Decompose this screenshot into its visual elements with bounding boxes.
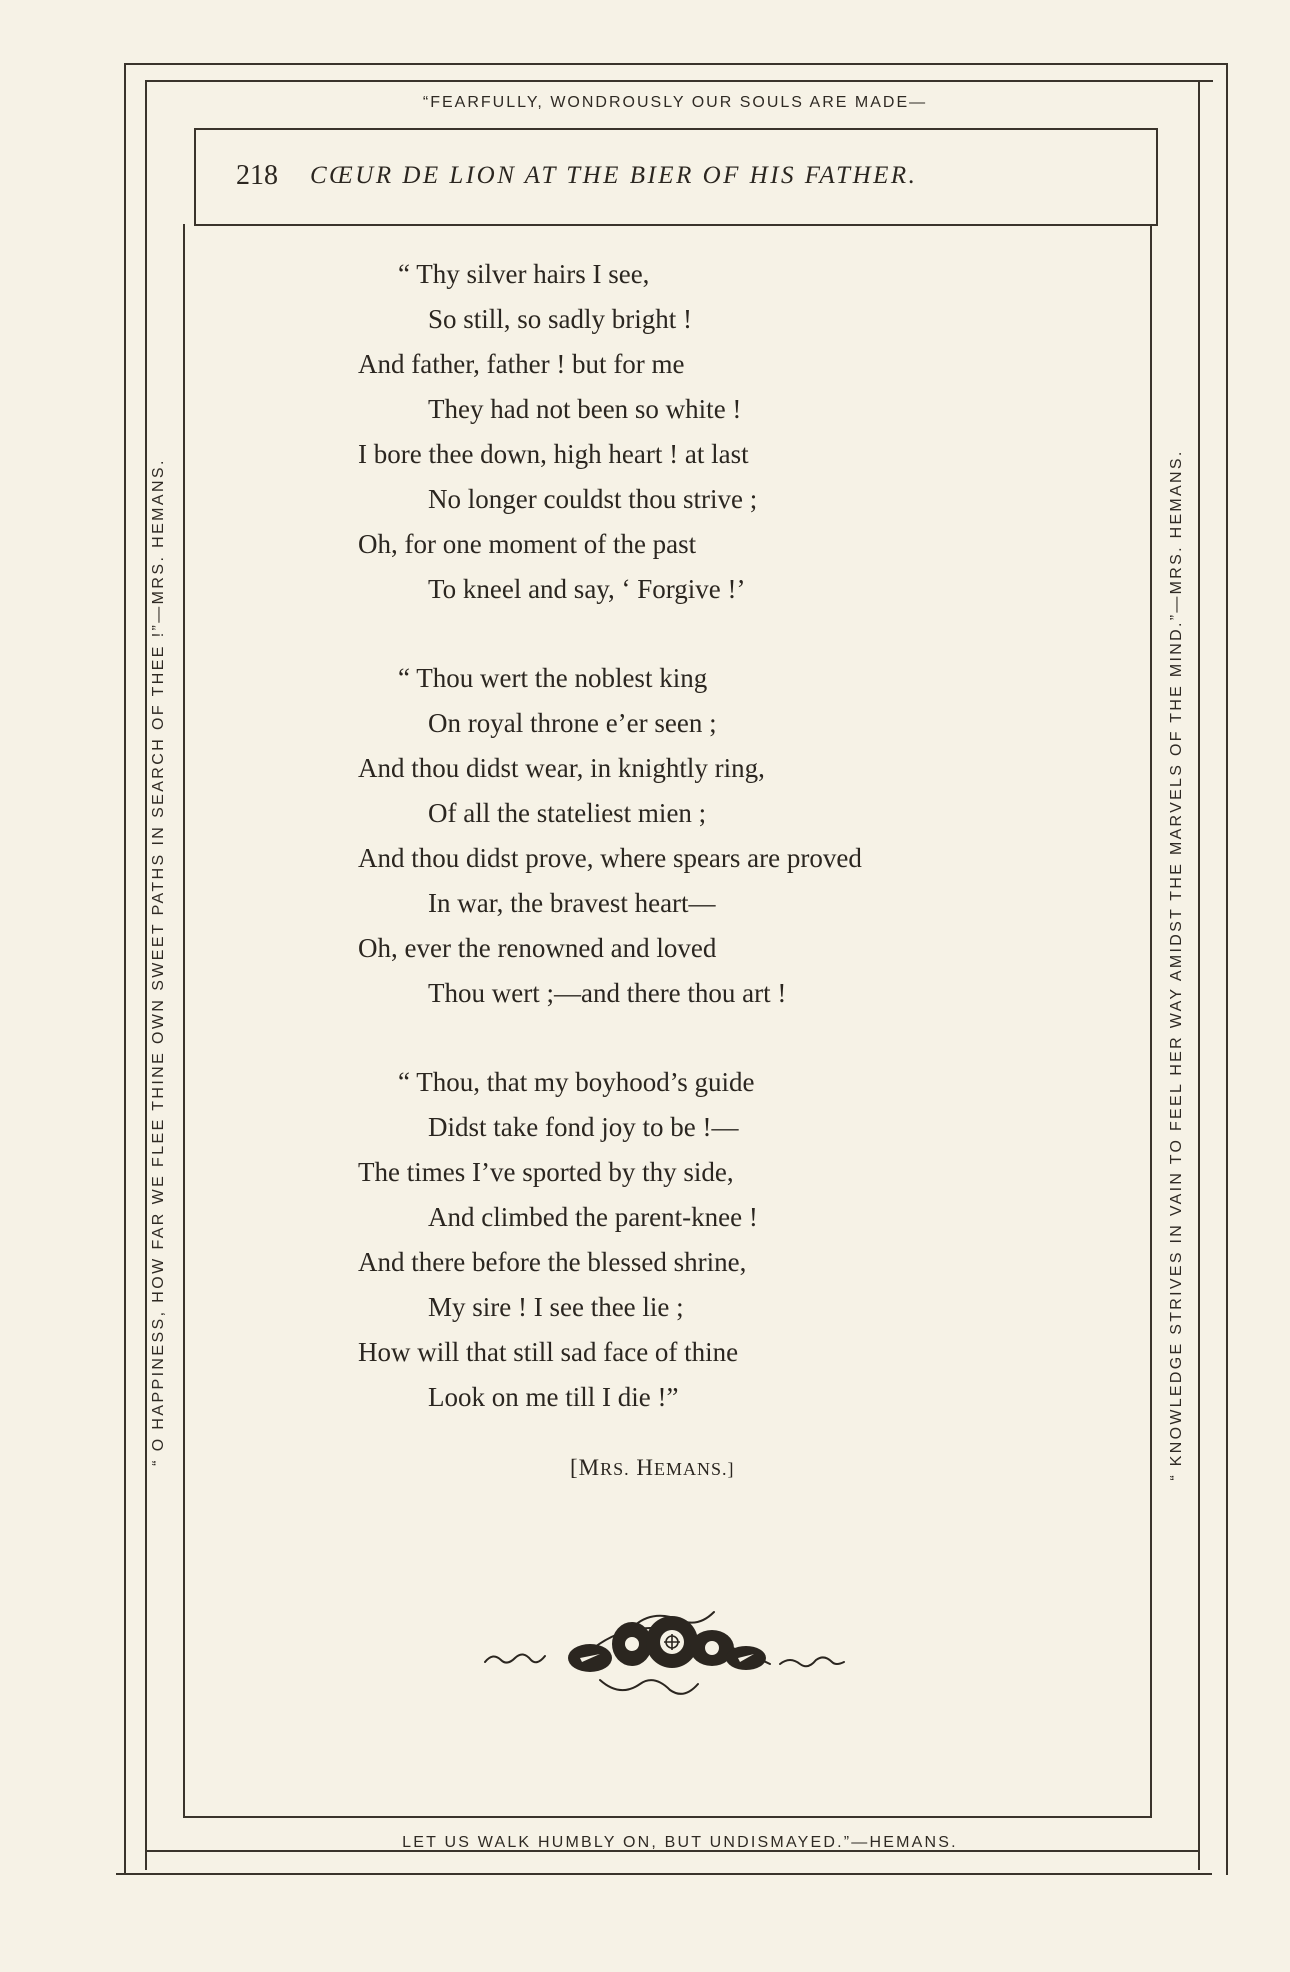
page-number: 218 xyxy=(236,160,278,191)
poem-line: And thou didst prove, where spears are proved xyxy=(358,843,862,873)
outer-border-top xyxy=(124,63,1228,65)
poem-line: “ Thou, that my boyhood’s guide xyxy=(398,1067,755,1097)
top-border-motto: “FEARFULLY, WONDROUSLY OUR SOULS ARE MADE— xyxy=(422,94,928,111)
poem-line: Oh, ever the renowned and loved xyxy=(358,933,717,963)
text-block-right-rule xyxy=(1150,224,1152,1818)
attribution-initial: H xyxy=(629,1455,655,1480)
poem-line: And there before the blessed shrine, xyxy=(358,1247,747,1277)
poem-line: To kneel and say, ‘ Forgive !’ xyxy=(428,574,746,604)
poem-line: The times I’ve sported by thy side, xyxy=(358,1157,734,1187)
poem-line: My sire ! I see thee lie ; xyxy=(428,1292,684,1322)
attribution-open: [M xyxy=(570,1455,601,1480)
poem-line: And thou didst wear, in knightly ring, xyxy=(358,753,765,783)
poem-line: On royal throne e’er seen ; xyxy=(428,708,717,738)
poem-line: Didst take fond joy to be !— xyxy=(428,1112,739,1142)
poem-line: “ Thou wert the noblest king xyxy=(398,663,708,693)
right-border-motto: “ KNOWLEDGE STRIVES IN VAIN TO FEEL HER WAY AMIDST THE MARVELS OF THE MIND.”—MRS. HEMANS. xyxy=(1168,449,1185,1481)
left-border-motto: “ O HAPPINESS, HOW FAR WE FLEE THINE OWN SWEET PATHS IN SEARCH OF THEE !”—MRS. HEMANS. xyxy=(150,458,167,1466)
header-box-right-rule xyxy=(1156,128,1158,224)
outer-border-right xyxy=(1226,63,1228,1875)
poem-line: And father, father ! but for me xyxy=(358,349,685,379)
poem-line: They had not been so white ! xyxy=(428,394,742,424)
poem-line: In war, the bravest heart— xyxy=(428,888,716,918)
running-head-title: CŒUR DE LION AT THE BIER OF HIS FATHER. xyxy=(310,162,918,189)
poem-line: Thou wert ;—and there thou art ! xyxy=(428,978,787,1008)
poem-stanza-2 xyxy=(358,656,1118,1016)
poem-line: Of all the stateliest mien ; xyxy=(428,798,707,828)
poem-line: I bore thee down, high heart ! at last xyxy=(358,439,749,469)
text-block-top-rule xyxy=(194,128,1157,130)
outer-border-bottom xyxy=(116,1873,1212,1875)
attribution-smallcaps: EMANS.] xyxy=(654,1459,735,1479)
poem-line: No longer couldst thou strive ; xyxy=(428,484,758,514)
bottom-border-motto: LET US WALK HUMBLY ON, BUT UNDISMAYED.”—HEMANS. xyxy=(402,1834,958,1851)
attribution-smallcaps: RS. xyxy=(600,1459,630,1479)
motto-band-top-rule xyxy=(145,80,1213,82)
motto-band-right-rule xyxy=(1198,80,1200,1870)
poem-line: And climbed the parent-knee ! xyxy=(428,1202,758,1232)
header-box-left-rule xyxy=(194,128,196,224)
text-block-bottom-rule xyxy=(183,1816,1152,1818)
poem-stanza-3 xyxy=(358,1060,1118,1420)
floral-ornament-icon xyxy=(480,1600,860,1700)
poem-attribution xyxy=(570,1455,735,1481)
poem-stanza-1 xyxy=(358,252,1118,612)
poem xyxy=(358,252,1118,1464)
motto-band-left-rule xyxy=(145,80,147,1870)
poem-line: Look on me till I die !” xyxy=(428,1382,679,1412)
poem-line: So still, so sadly bright ! xyxy=(428,304,693,334)
poem-line: How will that still sad face of thine xyxy=(358,1337,739,1367)
header-rule xyxy=(194,224,1158,226)
outer-border-left xyxy=(124,63,126,1875)
poem-line: Oh, for one moment of the past xyxy=(358,529,697,559)
text-block-left-rule xyxy=(183,224,185,1818)
poem-line: “ Thy silver hairs I see, xyxy=(398,259,650,289)
